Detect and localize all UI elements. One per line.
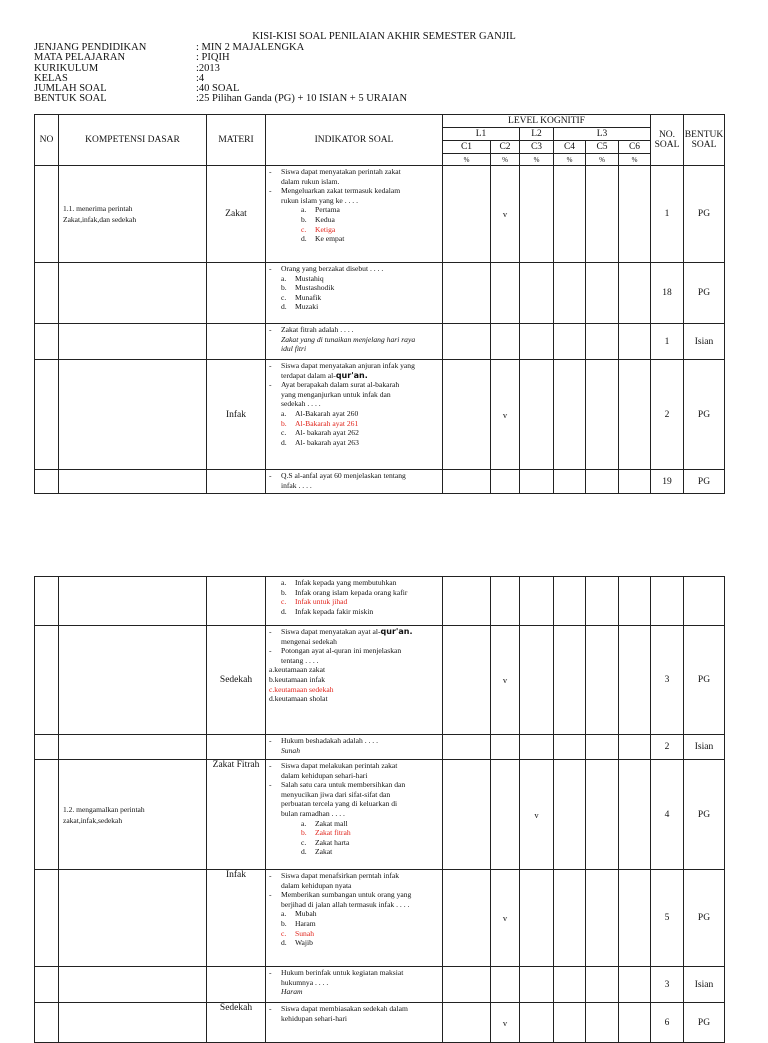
option-correct: [269, 225, 440, 235]
header-pct: %: [520, 154, 554, 166]
question-item: [269, 186, 440, 205]
table-row: [35, 360, 725, 470]
header-level: LEVEL KOGNITIF: [443, 115, 651, 128]
option: [269, 909, 440, 919]
header-pct: %: [443, 154, 491, 166]
text-line: mengenai sedekah: [281, 636, 337, 646]
table-row: [35, 626, 725, 735]
cell-indikator: [266, 324, 443, 360]
option-letter: b.: [281, 418, 287, 428]
option-correct: [269, 419, 440, 429]
option-correct: [269, 828, 440, 838]
table-row: [35, 577, 725, 626]
option: [269, 919, 440, 929]
option-correct: c.keutamaan sedekah: [269, 684, 334, 694]
table-row: [35, 760, 725, 870]
option-text: Infak orang islam kepada orang kafir: [295, 587, 408, 597]
question-item: - Hukum beshadakah adalah . . . .: [269, 736, 440, 746]
text-line: Siswa dapat menafsirkan perntah infak: [281, 871, 400, 880]
option-text: Munafik: [295, 292, 322, 302]
option-text: Al-Bakarah ayat 261: [295, 418, 359, 428]
header-no: NO: [35, 115, 59, 166]
indikator-item: [269, 167, 440, 186]
cell-bentuk: PG: [684, 760, 725, 870]
option: [269, 428, 440, 438]
option-letter: d.: [281, 606, 287, 616]
option: [269, 409, 440, 419]
header-l3: L3: [554, 128, 651, 141]
meta-value: :2013: [196, 62, 220, 74]
cell-indikator: [266, 760, 443, 870]
meta-value: :40 SOAL: [196, 83, 240, 95]
option-letter: a.: [281, 408, 287, 418]
cell-materi: Sedekah: [207, 1003, 266, 1043]
answer-text: Haram: [281, 987, 303, 997]
text-line: Siswa dapat melakukan perintah zakat: [281, 761, 398, 770]
text-line: kehidupan sehari-hari: [281, 1013, 347, 1023]
meta-value: : MIN 2 MAJALENGKA: [196, 42, 305, 53]
cell-indikator: [266, 1003, 443, 1043]
meta-label: JUMLAH SOAL: [34, 83, 107, 95]
question-item: - Orang yang berzakat disebut . . . .: [269, 264, 440, 274]
indikator-item: [269, 627, 440, 646]
cell-materi: Infak: [207, 870, 266, 967]
header-c4: C4: [554, 141, 586, 154]
question-item: [269, 471, 440, 490]
option-letter: a.: [281, 578, 287, 587]
indikator-item: [269, 871, 440, 890]
option-letter: d.: [301, 234, 307, 244]
option-text: Haram: [295, 918, 316, 928]
option: [269, 938, 440, 948]
header-c2: C2: [491, 141, 520, 154]
cell-bentuk: PG: [684, 470, 725, 494]
option-correct: [269, 929, 440, 939]
cell-no-soal: 3: [651, 626, 684, 735]
text-line: Hukum berinfak untuk kegiatan maksiat: [281, 968, 404, 977]
text-line: Potongan ayat al-quran ini menjelaskan: [281, 646, 402, 656]
option-letter: c.: [281, 928, 287, 938]
option-letter: a.: [301, 205, 307, 215]
text-line: sedekah . . . .: [281, 399, 321, 409]
cell-indikator: [266, 870, 443, 967]
text-line: menyucikan jiwa dari sifat-sifat dan: [281, 789, 391, 799]
cell-bentuk: PG: [684, 626, 725, 735]
header-c6: C6: [619, 141, 651, 154]
cell-indikator: [266, 166, 443, 263]
cell-materi: Zakat Fitrah: [207, 760, 266, 870]
cell-c5: [586, 166, 619, 263]
cell-indikator: [266, 470, 443, 494]
question-item: - Zakat fitrah adalah . . . .: [269, 325, 440, 335]
text-line: Siswa dapat menyatakan perintah zakat: [281, 167, 401, 176]
option-letter: c.: [301, 837, 307, 847]
header-l1: L1: [443, 128, 520, 141]
cell-c2-mark: v: [491, 870, 520, 967]
text-line: Siswa dapat membiasakan sedekah dalam: [281, 1004, 408, 1013]
cell-bentuk: PG: [684, 263, 725, 324]
option-letter: d.: [281, 938, 287, 948]
question-item: [269, 380, 440, 409]
text-line: hukumnya . . . .: [281, 977, 329, 987]
option-letter: b.: [281, 587, 287, 597]
cell-c2-mark: v: [491, 626, 520, 735]
option-text: Kedua: [315, 214, 335, 224]
cell-bentuk: PG: [684, 870, 725, 967]
option-correct: [269, 597, 440, 607]
table-row: [35, 166, 725, 263]
option: d.keutamaan sholat: [269, 694, 328, 704]
cell-indikator: [266, 967, 443, 1003]
indikator-item: [269, 761, 440, 780]
text-line: yang menganjurkan untuk infak dan: [281, 389, 391, 399]
cell-materi: Zakat: [207, 166, 266, 263]
option-letter: c.: [281, 292, 287, 302]
cell-bentuk: Isian: [684, 735, 725, 760]
option: [269, 607, 440, 617]
meta-row: [34, 64, 407, 74]
text-line: qur'an.: [380, 627, 413, 636]
meta-label: BENTUK SOAL: [34, 93, 107, 105]
answer-text: [269, 335, 440, 354]
option-letter: d.: [281, 437, 287, 447]
option-letter: b.: [301, 828, 307, 838]
option-text: Al- bakarah ayat 263: [295, 437, 359, 447]
option-letter: a.: [281, 909, 287, 919]
indikator-item: [269, 1004, 440, 1023]
question-item: [269, 890, 440, 909]
text-line: tentang . . . .: [281, 655, 319, 665]
option-letter: b.: [301, 214, 307, 224]
header-pct: %: [554, 154, 586, 166]
cell-c1: [443, 166, 491, 263]
option-letter: d.: [281, 302, 287, 312]
option: [269, 205, 440, 215]
text-line: Mengeluarkan zakat termasuk kedalam: [281, 186, 401, 196]
text-line: Siswa dapat menyatakan ayat al-: [281, 627, 381, 636]
table-row: [35, 870, 725, 967]
option: [269, 293, 440, 303]
option-text: Sunah: [295, 928, 314, 938]
cell-no-soal: 18: [651, 263, 684, 324]
kd-line: 1.1. menerima perintah: [63, 204, 133, 213]
cell-indikator: [266, 263, 443, 324]
option: [269, 847, 440, 857]
cell-c3-mark: v: [520, 760, 554, 870]
cell-no-soal: 1: [651, 166, 684, 263]
cell-materi: Infak: [207, 360, 266, 470]
cell-no-soal: 1: [651, 324, 684, 360]
cell-kompetensi: [59, 263, 207, 324]
text-line: dalam kehidupan sehari-hari: [281, 770, 368, 780]
header-bentuk-soal: [684, 115, 725, 166]
meta-label: KURIKULUM: [34, 62, 99, 74]
question-item: [269, 646, 440, 665]
option-text: Mubah: [295, 909, 317, 919]
cell-materi: Sedekah: [207, 626, 266, 735]
option-text: Zakat: [315, 847, 333, 857]
cell-c2-mark: v: [491, 166, 520, 263]
meta-label: MATA PELAJARAN: [34, 52, 126, 64]
table-row: [35, 1003, 725, 1043]
text-line: Memberikan sumbangan untuk orang yang: [281, 890, 412, 900]
option-text: Ke empat: [315, 234, 345, 244]
option: [269, 819, 440, 829]
text-line: perbuatan tercela yang di keluarkan di: [281, 799, 398, 809]
text-line: dalam kehidupan nyata: [281, 880, 352, 890]
option-text: Mustashodik: [295, 283, 335, 293]
cell-bentuk: Isian: [684, 324, 725, 360]
header-bentuk-line: BENTUK: [684, 130, 724, 140]
header-pct: %: [586, 154, 619, 166]
option: [269, 578, 440, 588]
option-letter: a.: [281, 273, 287, 283]
header-c1: C1: [443, 141, 491, 154]
cell-no-soal: 2: [651, 735, 684, 760]
kisi-kisi-table-continued: [34, 576, 725, 1043]
cell-no-soal: 2: [651, 360, 684, 470]
option-letter: d.: [301, 847, 307, 857]
option-letter: c.: [281, 428, 287, 438]
option: [269, 302, 440, 312]
table-row: [35, 263, 725, 324]
option-text: Ketiga: [315, 224, 336, 234]
text-line: Ayat berapakah dalam surat al-bakarah: [281, 380, 400, 390]
table-row: [35, 324, 725, 360]
header-no-soal: [651, 115, 684, 166]
cell-no-soal: 5: [651, 870, 684, 967]
option: [269, 588, 440, 598]
option-text: Infak untuk jihad: [295, 597, 348, 607]
meta-label: JENJANG PENDIDIKAN: [34, 42, 147, 53]
option: a.keutamaan zakat: [269, 665, 326, 675]
text-line: terdapat dalam al-: [281, 370, 336, 380]
meta-label: KELAS: [34, 72, 68, 84]
text-line: Zakat yang di tunaikan menjelang hari raya: [281, 334, 416, 344]
header-indikator: INDIKATOR SOAL: [266, 115, 443, 166]
option-letter: b.: [281, 918, 287, 928]
cell-c6: [619, 166, 651, 263]
header-l2: L2: [520, 128, 554, 141]
option: [269, 283, 440, 293]
cell-bentuk: PG: [684, 1003, 725, 1043]
cell-indikator: [266, 360, 443, 470]
table-row: [35, 470, 725, 494]
text-line: Salah satu cara untuk membersihkan dan: [281, 780, 406, 790]
cell-no-soal: 3: [651, 967, 684, 1003]
meta-value: :4: [196, 72, 205, 84]
cell-indikator: [266, 577, 443, 626]
option-text: Al- bakarah ayat 262: [295, 428, 359, 438]
option: [269, 438, 440, 448]
option: [269, 274, 440, 284]
option-text: Muzaki: [295, 302, 319, 312]
option-text: Zakat harta: [315, 837, 350, 847]
kd-line: 1.2. mengamalkan perintah: [63, 804, 145, 814]
cell-materi: [207, 263, 266, 324]
option-letter: b.: [281, 283, 287, 293]
header-kompetensi: KOMPETENSI DASAR: [59, 115, 207, 166]
cell-indikator: [266, 735, 443, 760]
cell-c4: [554, 166, 586, 263]
option-text: Infak kepada yang membutuhkan: [295, 578, 397, 587]
cell-indikator: [266, 626, 443, 735]
meta-value: : PIQIH: [196, 52, 230, 64]
text-line: Siswa dapat menyatakan anjuran infak yang: [281, 361, 415, 370]
option-text: Pertama: [315, 205, 340, 215]
header-no-soal-line: NO.: [658, 130, 676, 140]
question-item: [269, 780, 440, 818]
text-line: dalam rukun islam.: [281, 176, 340, 186]
header-c5: C5: [586, 141, 619, 154]
text-line: idul fitri: [281, 344, 307, 354]
document-title: KISI-KISI SOAL PENILAIAN AKHIR SEMESTER GANJIL: [252, 31, 516, 42]
kisi-kisi-table: [34, 114, 725, 494]
option-text: Al-Bakarah ayat 260: [295, 408, 359, 418]
header-no-soal-line: SOAL: [654, 140, 680, 150]
option-letter: c.: [301, 224, 307, 234]
header-c3: C3: [520, 141, 554, 154]
document-meta: [34, 43, 407, 105]
cell-no: [35, 166, 59, 263]
cell-bentuk: Isian: [684, 967, 725, 1003]
table-row: [35, 967, 725, 1003]
text-line: qur'an.: [335, 370, 368, 380]
cell-bentuk: PG: [684, 166, 725, 263]
text-line: rukun islam yang ke . . . .: [281, 195, 358, 205]
text-line: Q.S al-anfal ayat 60 menjelaskan tentang: [281, 471, 406, 480]
header-pct: %: [619, 154, 651, 166]
option: [269, 215, 440, 225]
option: b.keutamaan infak: [269, 674, 326, 684]
cell-c2-mark: v: [491, 360, 520, 470]
cell-no-soal: 4: [651, 760, 684, 870]
kd-line: Zakat,infak,dan sedekah: [63, 215, 137, 224]
text-line: berjihad di jalan allah termasuk infak . . . .: [281, 899, 410, 909]
option-text: Zakat fitrah: [315, 828, 351, 838]
cell-kompetensi: [59, 760, 207, 870]
meta-row: [34, 94, 407, 104]
table-row: [35, 735, 725, 760]
text-line: bulan ramadhan . . . .: [281, 808, 345, 818]
header-pct: %: [491, 154, 520, 166]
cell-c2-mark: v: [491, 1003, 520, 1043]
answer-text: Sunah: [281, 745, 300, 755]
header-bentuk-line: SOAL: [691, 140, 717, 150]
option: [269, 838, 440, 848]
cell-bentuk: PG: [684, 360, 725, 470]
option: [269, 234, 440, 244]
cell-c3: [520, 166, 554, 263]
cell-kompetensi: [59, 166, 207, 263]
kd-line: zakat,infak,sedekah: [63, 815, 123, 825]
option-text: Wajib: [295, 938, 313, 948]
meta-value: :25 Pilihan Ganda (PG) + 10 ISIAN + 5 URAIAN: [196, 93, 408, 105]
indikator-item: [269, 361, 440, 380]
header-materi: MATERI: [207, 115, 266, 166]
text-line: infak . . . .: [281, 480, 312, 490]
option-letter: c.: [281, 597, 287, 607]
cell-no: [35, 263, 59, 324]
cell-no-soal: 19: [651, 470, 684, 494]
question-item: [269, 968, 440, 987]
option-text: Mustahiq: [295, 273, 324, 283]
option-letter: a.: [301, 818, 307, 828]
option-text: Infak kepada fakir miskin: [295, 606, 374, 616]
option-text: Zakat mall: [315, 818, 348, 828]
cell-no-soal: 6: [651, 1003, 684, 1043]
